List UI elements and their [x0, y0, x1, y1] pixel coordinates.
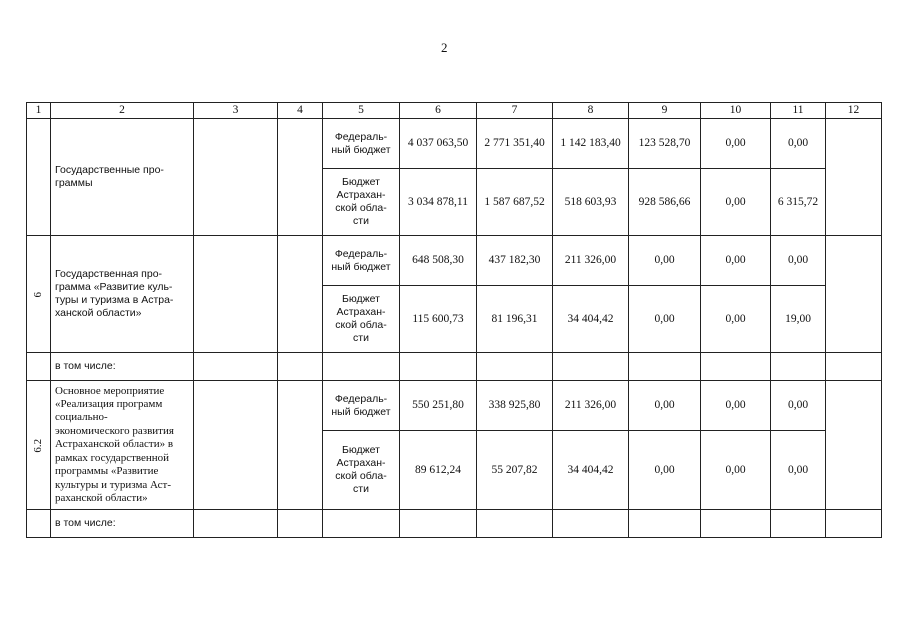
col12-cell: [826, 236, 882, 353]
value-v6: 89 612,24: [400, 431, 477, 510]
header-cell: 5: [323, 103, 400, 119]
empty-cell: [629, 353, 701, 381]
value-v7: 2 771 351,40: [477, 119, 553, 169]
value-v8: 518 603,93: [553, 169, 629, 236]
value-v8: 211 326,00: [553, 236, 629, 286]
empty-cell: [826, 353, 882, 381]
value-v8: 211 326,00: [553, 381, 629, 431]
value-v10: 0,00: [701, 169, 771, 236]
value-v11: 0,00: [771, 431, 826, 510]
empty-cell: [323, 353, 400, 381]
row-code: 6: [31, 291, 44, 298]
value-v8: 34 404,42: [553, 431, 629, 510]
value-v6: 550 251,80: [400, 381, 477, 431]
header-row: [27, 103, 882, 119]
header-cell: 10: [701, 103, 771, 119]
col3-cell: [194, 236, 278, 353]
value-v7: 1 587 687,52: [477, 169, 553, 236]
empty-cell: [477, 510, 553, 538]
row-code: 6.2: [31, 438, 44, 453]
code-cell: [27, 353, 51, 381]
funding-source: Федераль- ный бюджет: [323, 381, 400, 431]
header-cell: 4: [278, 103, 323, 119]
header-cell: 9: [629, 103, 701, 119]
empty-cell: [701, 510, 771, 538]
col4-cell: [278, 381, 323, 510]
funding-source: Федераль- ный бюджет: [323, 119, 400, 169]
col3-cell: [194, 119, 278, 236]
value-v6: 648 508,30: [400, 236, 477, 286]
value-v7: 437 182,30: [477, 236, 553, 286]
empty-cell: [278, 353, 323, 381]
empty-cell: [701, 353, 771, 381]
header-cell: 11: [771, 103, 826, 119]
value-v9: 0,00: [629, 286, 701, 353]
empty-cell: [278, 510, 323, 538]
empty-cell: [771, 353, 826, 381]
value-v11: 6 315,72: [771, 169, 826, 236]
table-row: [27, 510, 882, 538]
page-number: 2: [441, 40, 448, 55]
name-cell: в том числе:: [51, 510, 194, 538]
col12-cell: [826, 119, 882, 236]
value-v9: 123 528,70: [629, 119, 701, 169]
header-cell: 3: [194, 103, 278, 119]
empty-cell: [400, 353, 477, 381]
value-v10: 0,00: [701, 286, 771, 353]
header-cell: 2: [51, 103, 194, 119]
empty-cell: [194, 353, 278, 381]
value-v10: 0,00: [701, 431, 771, 510]
col3-cell: [194, 381, 278, 510]
name-cell: в том числе:: [51, 353, 194, 381]
empty-cell: [323, 510, 400, 538]
value-v10: 0,00: [701, 381, 771, 431]
table-row: [27, 381, 882, 431]
empty-cell: [194, 510, 278, 538]
value-v6: 115 600,73: [400, 286, 477, 353]
value-v10: 0,00: [701, 236, 771, 286]
value-v9: 0,00: [629, 236, 701, 286]
header-cell: 8: [553, 103, 629, 119]
header-cell: 12: [826, 103, 882, 119]
table-row: [27, 119, 882, 169]
value-v9: 0,00: [629, 381, 701, 431]
value-v11: 19,00: [771, 286, 826, 353]
funding-source: Федераль- ный бюджет: [323, 236, 400, 286]
empty-cell: [553, 510, 629, 538]
empty-cell: [826, 510, 882, 538]
value-v6: 4 037 063,50: [400, 119, 477, 169]
value-v6: 3 034 878,11: [400, 169, 477, 236]
value-v11: 0,00: [771, 236, 826, 286]
header-cell: 6: [400, 103, 477, 119]
header-cell: 1: [27, 103, 51, 119]
value-v11: 0,00: [771, 381, 826, 431]
value-v11: 0,00: [771, 119, 826, 169]
col4-cell: [278, 119, 323, 236]
col4-cell: [278, 236, 323, 353]
empty-cell: [400, 510, 477, 538]
name-cell: Основное мероприятие «Реализация программ социально- экономического развития Астраханской области» в рамках государственной программы «Развитие культуры и туризма Аст- раханской области»: [51, 381, 194, 510]
name-cell: Государственная про- грамма «Развитие куль- туры и туризма в Астра- ханской области»: [51, 236, 194, 353]
table-row: [27, 236, 882, 286]
code-cell: [27, 510, 51, 538]
value-v10: 0,00: [701, 119, 771, 169]
empty-cell: [477, 353, 553, 381]
value-v8: 1 142 183,40: [553, 119, 629, 169]
table-row: [27, 353, 882, 381]
funding-source: Бюджет Астрахан- ской обла- сти: [323, 286, 400, 353]
header-cell: 7: [477, 103, 553, 119]
empty-cell: [553, 353, 629, 381]
code-cell: [27, 381, 51, 510]
name-cell: Государственные про- граммы: [51, 119, 194, 236]
code-cell: [27, 236, 51, 353]
budget-table: [26, 102, 882, 538]
empty-cell: [629, 510, 701, 538]
value-v7: 338 925,80: [477, 381, 553, 431]
empty-cell: [771, 510, 826, 538]
value-v9: 928 586,66: [629, 169, 701, 236]
code-cell: [27, 119, 51, 236]
value-v8: 34 404,42: [553, 286, 629, 353]
funding-source: Бюджет Астрахан- ской обла- сти: [323, 431, 400, 510]
value-v7: 81 196,31: [477, 286, 553, 353]
col12-cell: [826, 381, 882, 510]
value-v9: 0,00: [629, 431, 701, 510]
funding-source: Бюджет Астрахан- ской обла- сти: [323, 169, 400, 236]
value-v7: 55 207,82: [477, 431, 553, 510]
